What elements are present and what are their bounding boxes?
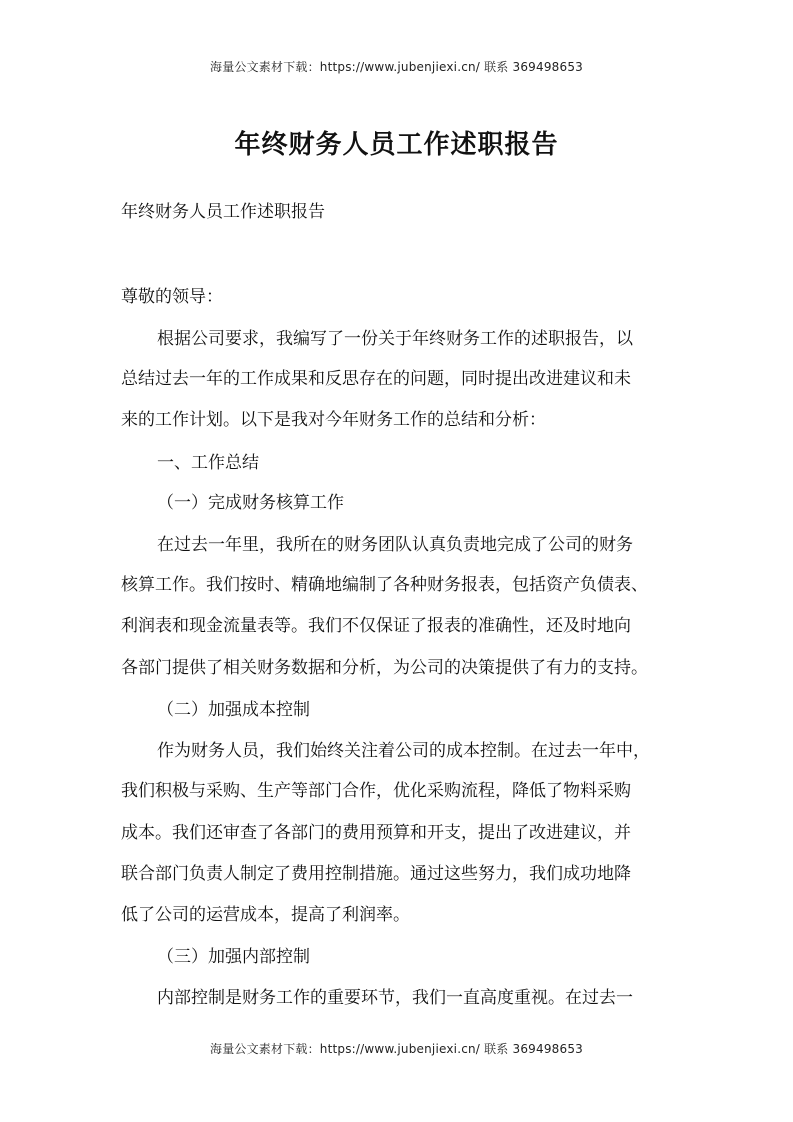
paragraph-line: 内部控制是财务工作的重要环节，我们一直高度重视。在过去一 [157, 988, 633, 1008]
paragraph-line: 联合部门负责人制定了费用控制措施。通过这些努力，我们成功地降 [121, 864, 631, 884]
intro-line: 总结过去一年的工作成果和反思存在的问题，同时提出改进建议和未 [121, 369, 631, 389]
page-footer: 海量公文素材下载：https://www.jubenjiexi.cn/ 联系 369498653 [210, 1042, 583, 1056]
section-heading: 一、工作总结 [157, 453, 259, 473]
document-subtitle: 年终财务人员工作述职报告 [121, 202, 325, 222]
paragraph-line: 作为财务人员，我们始终关注着公司的成本控制。在过去一年中， [157, 741, 650, 761]
paragraph-line: 成本。我们还审查了各部门的费用预算和开支，提出了改进建议，并 [121, 823, 631, 843]
page-header: 海量公文素材下载：https://www.jubenjiexi.cn/ 联系 369498653 [210, 60, 583, 74]
intro-line: 来的工作计划。以下是我对今年财务工作的总结和分析： [121, 410, 546, 430]
subsection-heading: （二）加强成本控制 [157, 700, 310, 720]
subsection-heading: （三）加强内部控制 [157, 947, 310, 967]
document-title: 年终财务人员工作述职报告 [234, 130, 559, 160]
subsection-heading: （一）完成财务核算工作 [157, 493, 344, 513]
salutation: 尊敬的领导： [121, 287, 223, 307]
paragraph-line: 各部门提供了相关财务数据和分析，为公司的决策提供了有力的支持。 [121, 658, 648, 678]
paragraph-line: 在过去一年里，我所在的财务团队认真负责地完成了公司的财务 [157, 535, 633, 555]
intro-line: 根据公司要求，我编写了一份关于年终财务工作的述职报告，以 [157, 329, 633, 349]
paragraph-line: 核算工作。我们按时、精确地编制了各种财务报表，包括资产负债表、 [121, 575, 648, 595]
paragraph-line: 我们积极与采购、生产等部门合作，优化采购流程，降低了物料采购 [121, 781, 631, 801]
paragraph-line: 低了公司的运营成本，提高了利润率。 [121, 905, 410, 925]
paragraph-line: 利润表和现金流量表等。我们不仅保证了报表的准确性，还及时地向 [121, 616, 631, 636]
